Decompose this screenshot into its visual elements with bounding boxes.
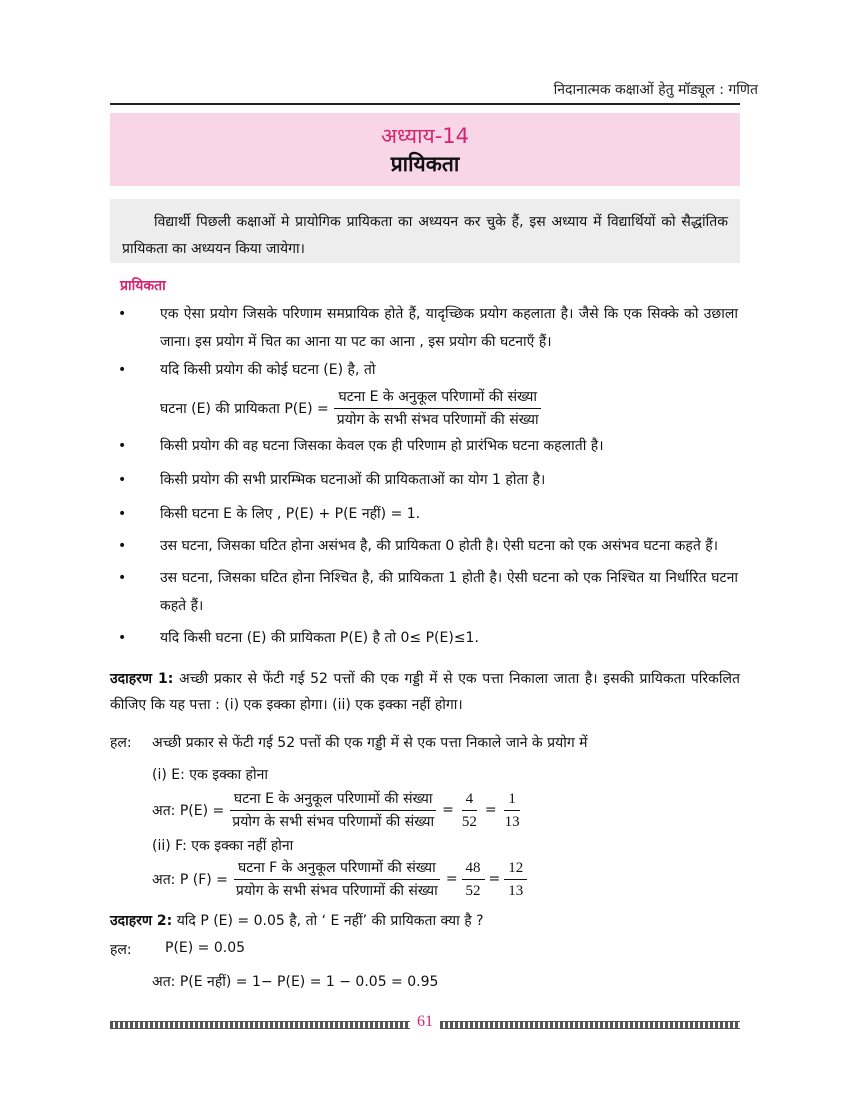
bullet-icon: • xyxy=(118,438,127,454)
solution-line-2: अत: P(E नहीं) = 1− P(E) = 1 − 0.05 = 0.95 xyxy=(152,974,439,990)
running-header: निदानात्मक कक्षाओं हेतु मॉड्यूल : गणित xyxy=(553,82,758,98)
chapter-title: प्रायिकता xyxy=(390,152,460,176)
bullet-icon: • xyxy=(118,538,127,554)
part-2-formula: अत: P (F) = $\frac{\text{घटना F के अनुकूल परिणामों की संख्या}}{\text{प्रयोग के सभी संभव परिणामों की संख्या}}$ = $\frac{48}{52}$ = $\frac{12}{13}$ xyxy=(152,854,531,904)
header-rule xyxy=(110,103,740,105)
part-1-formula: अत: P(E) = $\frac{\text{घटना E के अनुकूल परिणामों की संख्या}}{\text{प्रयोग के सभी संभव परिणामों की संख्या}}$ = $\frac{4}{52}$ = $\frac{1}{13}$ xyxy=(152,786,528,834)
solution-label: हल: xyxy=(110,942,132,958)
list-item: • किसी प्रयोग की वह घटना जिसका केवल एक ही परिणाम हो प्रारंभिक घटना कहलाती है। xyxy=(118,432,738,460)
bullet-icon: • xyxy=(118,630,127,646)
example-1 xyxy=(110,666,740,718)
part-2-fraction: $\frac{\text{घटना F के अनुकूल परिणामों की संख्या}}{\text{प्रयोग के सभी संभव परिणामों की संख्या}}$ xyxy=(235,859,438,899)
solution-text: अच्छी प्रकार से फेंटी गई 52 पत्तों की एक गड्डी में से एक पत्ता निकाले जाने के प्रयोग में xyxy=(152,735,588,751)
bullet-list xyxy=(118,300,738,652)
part-2-fraction-value: $\frac{48}{52}$ xyxy=(462,859,485,900)
section-heading: प्रायिकता xyxy=(120,278,166,294)
list-item: • किसी प्रयोग की सभी प्रारम्भिक घटनाओं की प्रायिकताओं का योग 1 होता है। xyxy=(118,466,738,494)
example-text: अच्छी प्रकार से फेंटी गई 52 पत्तों की एक गड्डी में से एक पत्ता निकाला जाता है। इसकी प्रायिकता परिकलित कीजिए कि यह पत्ता : (i) एक इक्का होगा। (ii) एक इक्का नहीं होगा। xyxy=(110,671,740,713)
footer-rule-left xyxy=(110,1021,410,1029)
list-item: • यदि किसी घटना (E) की प्रायिकता P(E) है तो 0≤ P(E)≤1. xyxy=(118,624,738,652)
page-number: 61 xyxy=(410,1010,440,1034)
example-text: यदि P (E) = 0.05 है, तो ‘ E नहीं’ की प्रायिकता क्या है ? xyxy=(176,913,484,929)
intro-box xyxy=(110,199,740,263)
example-2 xyxy=(110,908,740,934)
example-label: उदाहरण 2: xyxy=(110,913,173,929)
formula-fraction xyxy=(333,388,543,429)
bullet-icon: • xyxy=(118,570,127,586)
formula-numerator: घटना E के अनुकूल परिणामों की संख्या xyxy=(334,388,541,409)
solution-line-1: P(E) = 0.05 xyxy=(165,940,246,956)
formula-lhs: घटना (E) की प्रायिकता P(E) = xyxy=(160,400,329,417)
part-2-label: (ii) F: एक इक्का नहीं होना xyxy=(152,838,294,854)
list-item: • यदि किसी प्रयोग की कोई घटना (E) है, तो xyxy=(118,356,738,384)
bullet-icon: • xyxy=(118,506,127,522)
part-1-fraction-reduced: $\frac{1}{13}$ xyxy=(504,790,520,830)
probability-formula xyxy=(118,384,738,432)
formula-denominator: प्रयोग के सभी संभव परिणामों की संख्या xyxy=(336,411,539,428)
list-item: • किसी घटना E के लिए , P(E) + P(E नहीं) = 1. xyxy=(118,500,738,528)
part-1-fraction: $\frac{\text{घटना E के अनुकूल परिणामों की संख्या}}{\text{प्रयोग के सभी संभव परिणामों की संख्या}}$ xyxy=(228,790,438,831)
part-2-fraction-reduced: $\frac{12}{13}$ xyxy=(504,859,527,900)
part-1-fraction-value: $\frac{4}{52}$ xyxy=(461,790,477,830)
example-label: उदाहरण 1: xyxy=(110,671,174,687)
list-item: • उस घटना, जिसका घटित होना असंभव है, की प्रायिकता 0 होती है। ऐसी घटना को एक असंभव घटना कहते हैं। xyxy=(118,532,738,560)
bullet-icon: • xyxy=(118,362,127,378)
chapter-number: अध्याय-14 xyxy=(380,124,470,148)
footer-rule-right xyxy=(440,1021,740,1029)
list-item: • एक ऐसा प्रयोग जिसके परिणाम समप्रायिक होते हैं, यादृच्छिक प्रयोग कहलाता है। जैसे कि एक सिक्के को उछाला जाना। इस प्रयोग में चित का आना या पट का आना , इस प्रयोग की घटनाएँ हैं। xyxy=(118,300,738,356)
chapter-banner xyxy=(110,113,740,186)
bullet-icon: • xyxy=(118,472,127,488)
bullet-icon: • xyxy=(118,306,127,322)
solution-label: हल: xyxy=(110,735,132,751)
part-1-label: (i) E: एक इक्का होना xyxy=(152,767,269,783)
intro-text: विद्यार्थी पिछली कक्षाओं मे प्रायोगिक प्रायिकता का अध्ययन कर चुके हैं, इस अध्याय में विद्यार्थियों को सैद्धांतिक प्रायिकता का अध्ययन किया जायेगा। xyxy=(122,214,728,257)
list-item: • उस घटना, जिसका घटित होना निश्चित है, की प्रायिकता 1 होती है। ऐसी घटना को एक निश्चित या निर्धारित घटना कहते हैं। xyxy=(118,564,738,620)
